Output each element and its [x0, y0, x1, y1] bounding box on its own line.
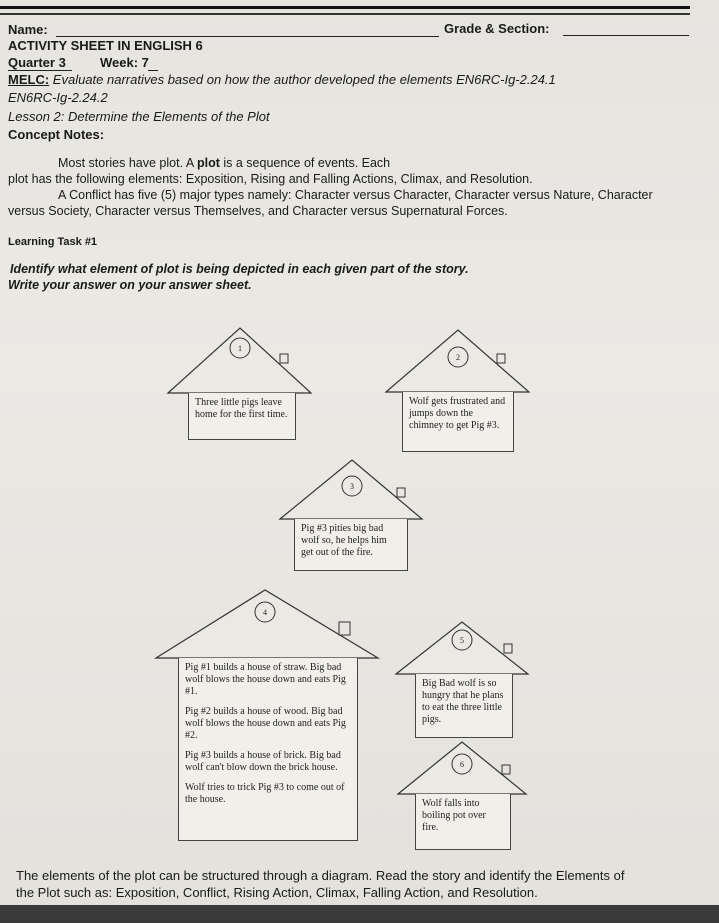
house-4-paragraph-1: Pig #1 builds a house of straw. Big bad wolf blows the house down and eats Pig #1. [185, 662, 346, 697]
concept-line-3: A Conflict has five (5) major types namely: Character versus Character, Character versus Nature, Character [58, 188, 653, 202]
house-2-text: Wolf gets frustrated and jumps down the chimney to get Pig #3. [402, 392, 514, 452]
concept-line-2: plot has the following elements: Exposition, Rising and Falling Actions, Climax, and Resolution. [8, 172, 533, 186]
grade-section-blank[interactable] [563, 35, 689, 36]
name-label: Name: [8, 22, 48, 37]
melc-text: Evaluate narratives based on how the author developed the elements EN6RC-Ig-2.24.1 [52, 72, 556, 87]
concept-line-1: Most stories have plot. A plot is a sequence of events. Each [58, 156, 391, 170]
house-4-text [178, 658, 358, 841]
house-2-number: 2 [456, 353, 460, 362]
house-1-roof [168, 326, 313, 396]
task-instruction-1: Identify what element of plot is being depicted in each given part of the story. [10, 262, 469, 276]
footer-line-1: The elements of the plot can be structured through a diagram. Read the story and identify the Elements of [16, 868, 625, 883]
house-3-number: 3 [350, 482, 354, 491]
task-instruction-2: Write your answer on your answer sheet. [8, 278, 252, 292]
house-4-roof [156, 588, 381, 660]
house-4-paragraph-4: Wolf tries to trick Pig #3 to come out of the house. [185, 782, 345, 805]
concept-notes-heading: Concept Notes: [8, 127, 105, 142]
concept-line-4: versus Society, Character versus Themselves, and Character versus Supernatural Forces. [8, 204, 508, 218]
week-underline [148, 70, 158, 71]
lesson-title: Lesson 2: Determine the Elements of the Plot [8, 109, 270, 124]
house-1-number: 1 [238, 344, 242, 353]
melc-text-2: EN6RC-Ig-2.24.2 [8, 90, 108, 105]
melc-label: MELC: [8, 72, 50, 87]
melc-line [8, 72, 556, 87]
quarter-underline [8, 70, 72, 71]
week-label: Week: 7 [100, 55, 149, 70]
footer-line-2: the Plot such as: Exposition, Conflict, Rising Action, Climax, Falling Action, and Resolution. [16, 885, 538, 900]
quarter-label: Quarter 3 [8, 55, 66, 70]
house-5-number: 5 [460, 636, 464, 645]
name-blank[interactable] [56, 36, 439, 37]
grade-section-label: Grade & Section: [444, 21, 550, 36]
top-rule-2 [0, 13, 690, 15]
house-6-number: 6 [460, 760, 464, 769]
house-6-text: Wolf falls into boiling pot over fire. [415, 794, 511, 850]
house-4-paragraph-3: Pig #3 builds a house of brick. Big bad wolf can't blow down the brick house. [185, 750, 341, 773]
learning-task-title: Learning Task #1 [8, 236, 98, 248]
house-1-text: Three little pigs leave home for the first time. [188, 393, 296, 440]
house-5-text: Big Bad wolf is so hungry that he plans to eat the three little pigs. [415, 674, 513, 738]
house-4-paragraph-2: Pig #2 builds a house of wood. Big bad wolf blows the house down and eats Pig #2. [185, 706, 346, 741]
sheet-title: ACTIVITY SHEET IN ENGLISH 6 [8, 38, 203, 53]
house-4-number: 4 [263, 608, 267, 617]
page-edge-shadow [0, 905, 719, 923]
top-rule [0, 6, 690, 9]
house-3-text: Pig #3 pities big bad wolf so, he helps him get out of the fire. [294, 519, 408, 571]
house-5-roof [396, 620, 531, 676]
